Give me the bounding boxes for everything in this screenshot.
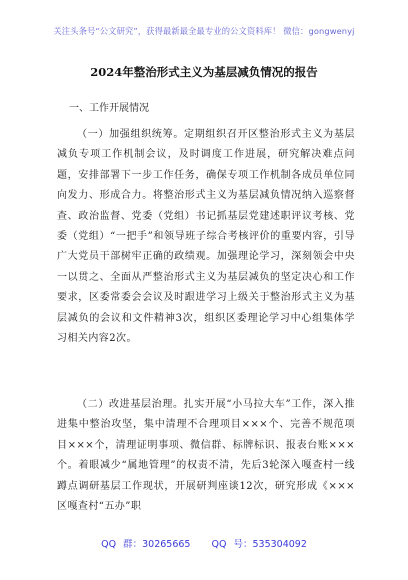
header-promo-note: 关注头条号“公文研究”，获得最新最全最专业的公文资料库！ 微信：gongwenyj (53, 26, 355, 36)
paragraph-text: （二）改进基层治理。扎实开展“小马拉大车”工作，深入推进集中整治攻坚，集中清理不合理项目×××个、完善不规范项目×××个，清理证明事项、微信群、标牌标识、报表台账×××个。着眼减少“属地管理”的权责不清，先后3轮深入嘎查村一线蹲点调研基层工作现状，开展研判座谈12次，研究形成《×××区嘎查村“五办”职 (57, 399, 355, 513)
paragraph-organization (57, 125, 355, 349)
section-heading: 一、工作开展情况 (69, 103, 149, 114)
footer-contact (0, 536, 408, 550)
document-title: 2024年整治形式主义为基层减负情况的报告 (90, 65, 318, 79)
footer-qq-group: QQ 群：30265665 (101, 539, 191, 550)
paragraph-governance (57, 395, 355, 517)
paragraph-text: （一）加强组织统筹。定期组织召开区整治形式主义为基层减负专项工作机制会议，及时调度工作进展，研究解决难点问题，安排部署下一步工作任务，确保专项工作机制各成员单位同向发力、形成合力。将整治形式主义为基层减负情况纳入巡察督查、政治监督、党委（党组）书记抓基层党建述职评议考核、党委（党组）“一把手”和领导班子综合考核评价的重要内容，引导广大党员干部树牢正确的政绩观。加强理论学习，深刻领会中央一以贯之、全面从严整治形式主义为基层减负的坚定决心和工作要求，区委常委会会议及时跟进学习上级关于整治形式主义为基层减负的会议和文件精神3次，组织区委理论学习中心组集体学习相关内容2次。 (57, 129, 355, 345)
footer-qq-number: QQ 号：535304092 (211, 539, 307, 550)
